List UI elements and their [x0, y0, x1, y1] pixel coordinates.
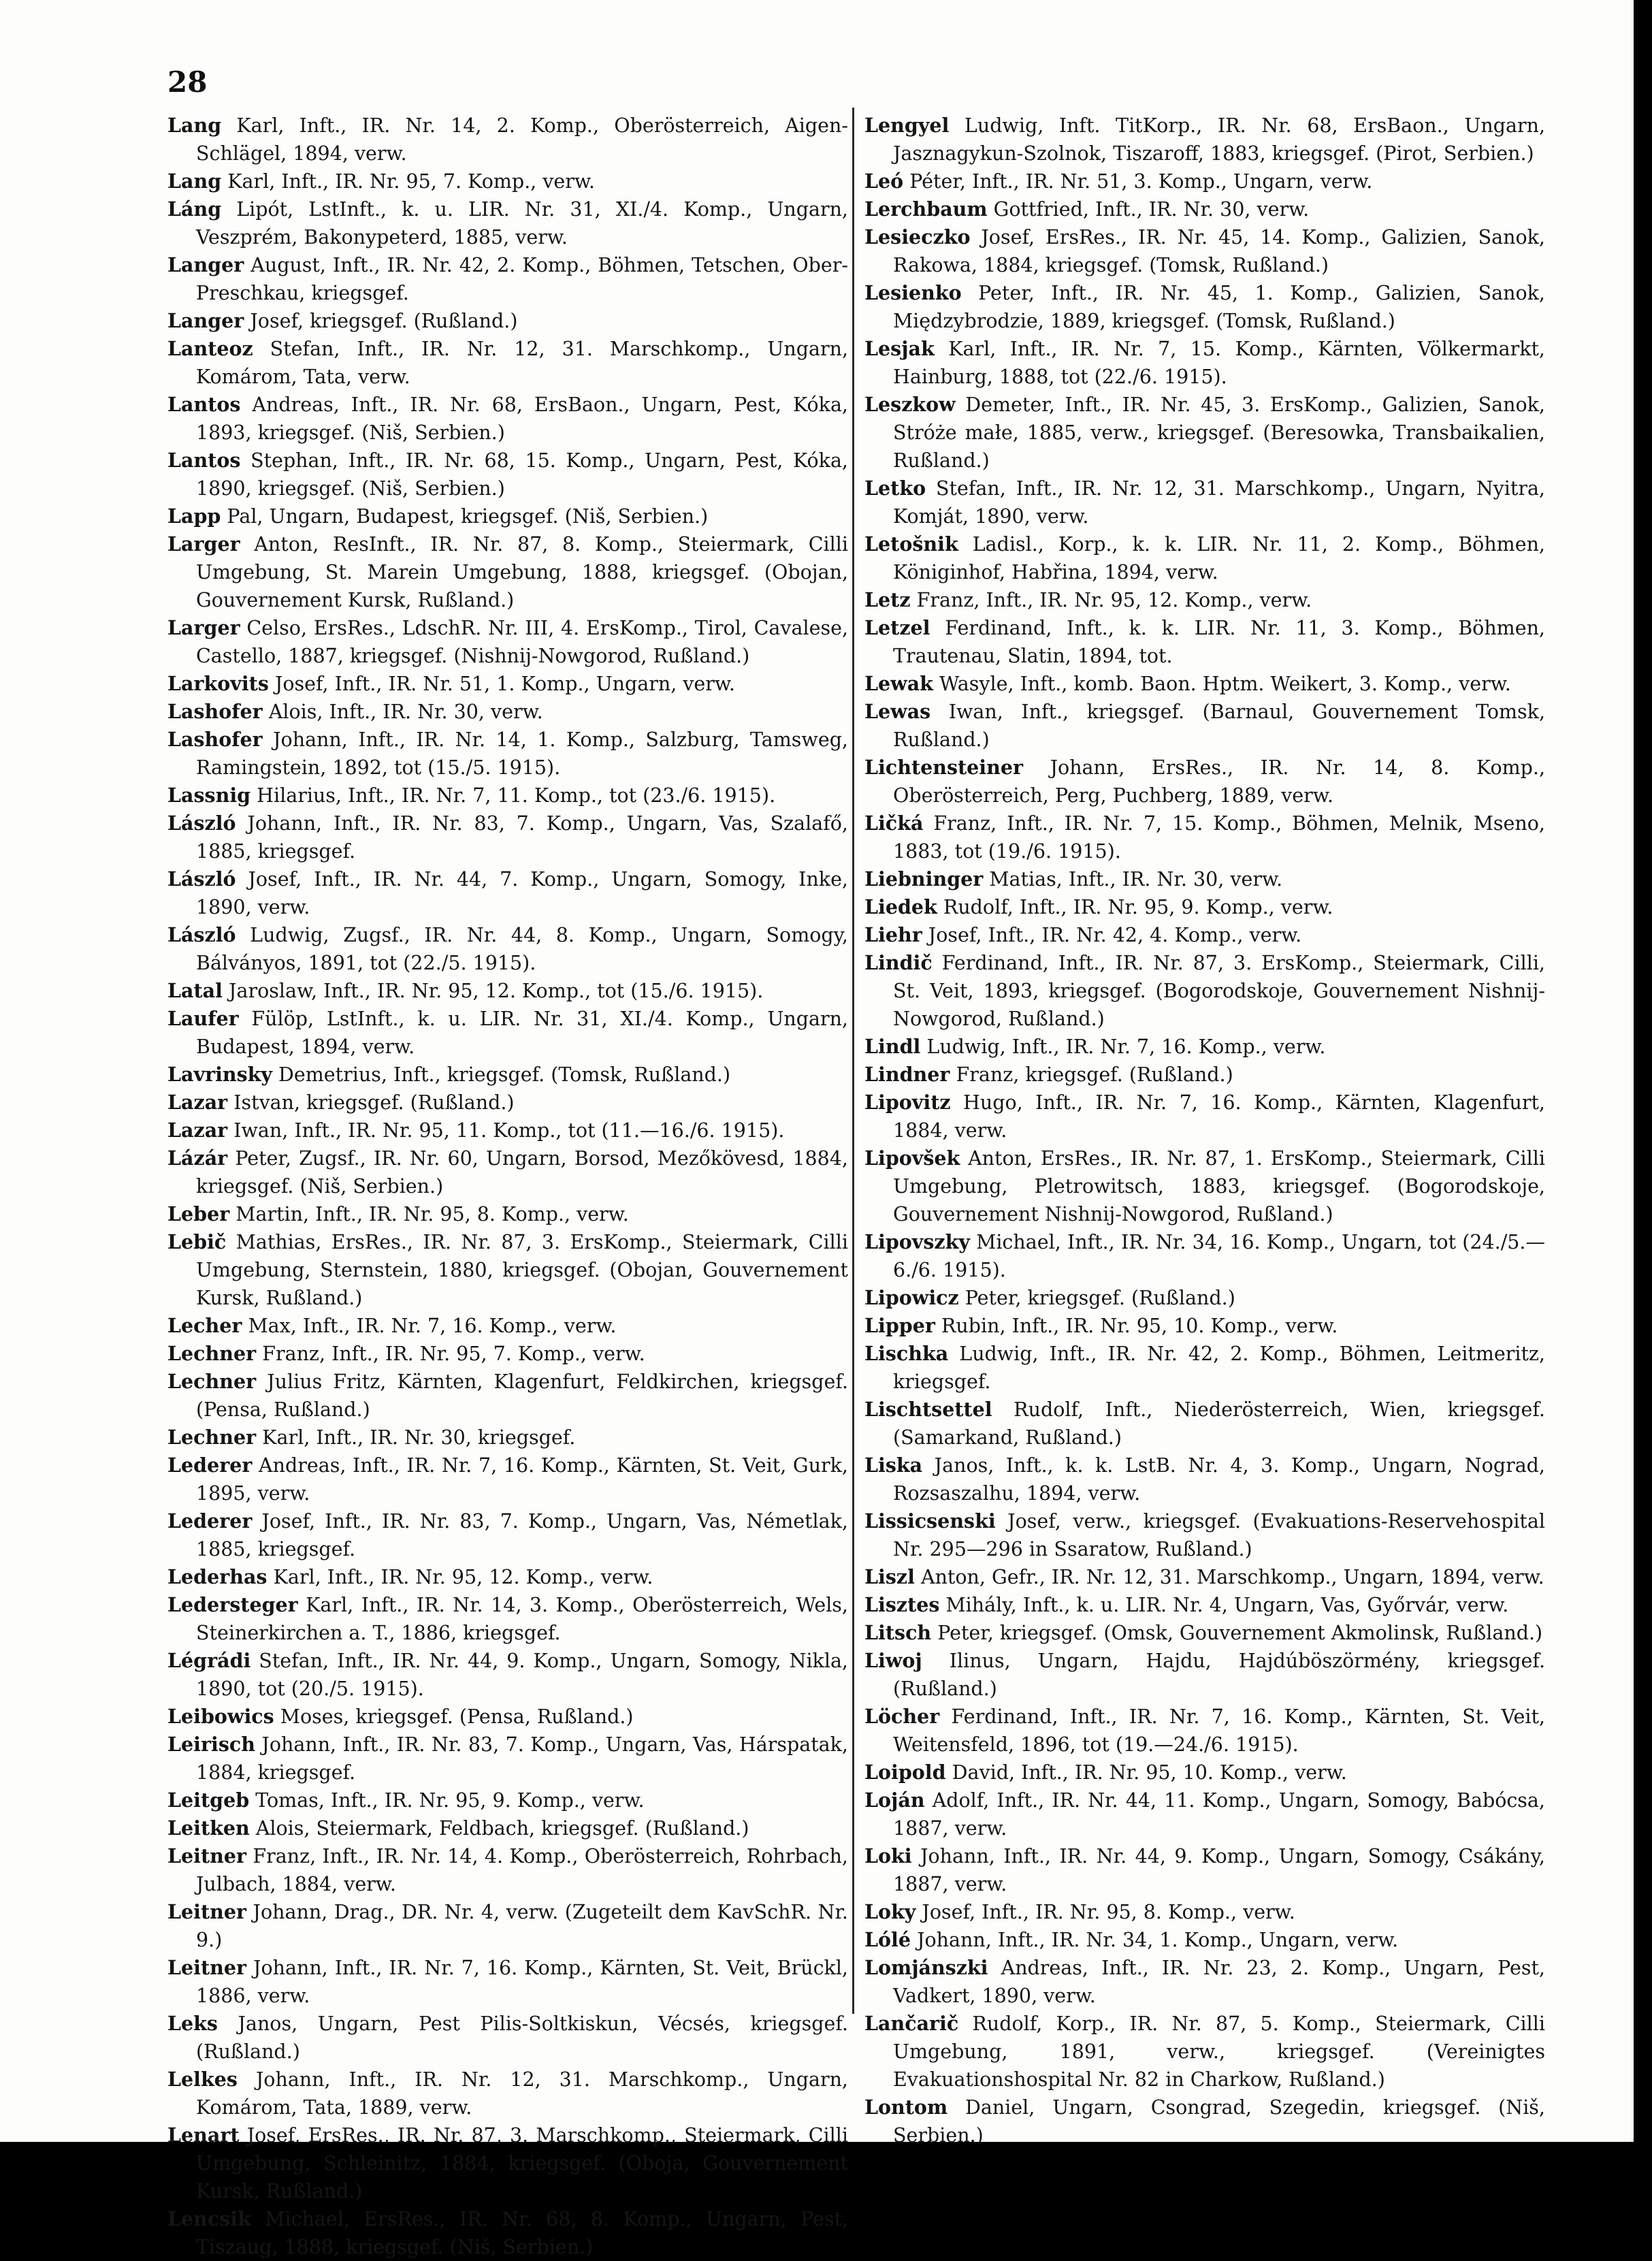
entry	[167, 447, 848, 502]
entry-surname: Lontom	[864, 2096, 948, 2119]
entry	[167, 2010, 848, 2066]
entry-surname: Larger	[167, 616, 240, 639]
entry-surname: Lázár	[167, 1146, 228, 1170]
entry-surname: Leszkow	[864, 393, 956, 416]
entry-surname: Leitner	[167, 1844, 247, 1867]
entry-surname: Loki	[864, 1844, 912, 1867]
entry-details: Josef, Inft., IR. Nr. 83, 7. Komp., Ungarn, Vas, Németlak, 1885, kriegsgef.	[196, 1510, 848, 1560]
entry	[167, 1814, 848, 1842]
entry-surname: Lantos	[167, 393, 241, 416]
entry-details: Johann, Inft., IR. Nr. 83, 7. Komp., Ungarn, Vas, Szalafő, 1885, kriegsgef.	[196, 812, 848, 863]
entry-surname: Lencsik	[167, 2207, 251, 2230]
entry	[167, 1312, 848, 1340]
entry	[864, 1619, 1545, 1647]
entry-details: August, Inft., IR. Nr. 42, 2. Komp., Böhmen, Tetschen, Ober-Preschkau, kriegsgef.	[196, 254, 848, 304]
entry	[167, 1424, 848, 1452]
entry-surname: Liszl	[864, 1565, 915, 1588]
entry	[167, 195, 848, 251]
entry-details: Johann, Drag., DR. Nr. 4, verw. (Zugeteilt dem KavSchR. Nr. 9.)	[196, 1901, 848, 1951]
entry-surname: Lipovitz	[864, 1091, 951, 1114]
entry-details: Istvan, kriegsgef. (Rußland.)	[227, 1091, 515, 1114]
entry-surname: Leber	[167, 1202, 230, 1225]
entry	[167, 1200, 848, 1228]
entry-surname: Lewak	[864, 672, 933, 695]
entry-details: Franz, Inft., IR. Nr. 95, 7. Komp., verw.	[256, 1343, 645, 1365]
entry-surname: Leitgeb	[167, 1789, 250, 1812]
entry	[864, 1563, 1545, 1591]
entry-surname: Lantos	[167, 449, 241, 472]
entry	[167, 1228, 848, 1312]
entry-details: Michael, Inft., IR. Nr. 34, 16. Komp., Ungarn, tot (24./5.—6./6. 1915).	[893, 1231, 1545, 1281]
entry	[864, 1033, 1545, 1061]
entry-details: Josef, Inft., IR. Nr. 44, 7. Komp., Ungarn, Somogy, Inke, 1890, verw.	[196, 868, 848, 918]
entry-surname: Lassnig	[167, 784, 251, 807]
entry	[167, 502, 848, 530]
entry	[167, 530, 848, 614]
entry-surname: Leirisch	[167, 1733, 255, 1756]
right-column	[864, 112, 1545, 2149]
entry-surname: Larger	[167, 532, 240, 556]
entry-details: Peter, kriegsgef. (Omsk, Gouvernement Akmolinsk, Rußland.)	[931, 1622, 1543, 1644]
entry-details: Stefan, Inft., IR. Nr. 44, 9. Komp., Ungarn, Somogy, Nikla, 1890, tot (20./5. 1915).	[196, 1650, 848, 1700]
entry-surname: Langer	[167, 309, 244, 332]
entry-details: Johann, Inft., IR. Nr. 83, 7. Komp., Ungarn, Vas, Hárspatak, 1884, kriegsgef.	[196, 1733, 848, 1784]
entry-details: Josef, Inft., IR. Nr. 42, 4. Komp., verw.	[922, 924, 1302, 946]
entry	[864, 112, 1545, 167]
entry	[864, 1926, 1545, 1954]
entry-surname: Lipper	[864, 1314, 935, 1337]
entry-surname: Letošnik	[864, 532, 958, 556]
entry	[167, 1144, 848, 1200]
entry	[864, 1089, 1545, 1144]
entry-details: Karl, Inft., IR. Nr. 7, 15. Komp., Kärnten, Völkermarkt, Hainburg, 1888, tot (22./6. 1915).	[893, 338, 1545, 388]
entry-surname: Lólé	[864, 1928, 911, 1951]
entry-details: Janos, Ungarn, Pest Pilis-Soltkiskun, Vécsés, kriegsgef. (Rußland.)	[196, 2013, 848, 2063]
entry-details: Andreas, Inft., IR. Nr. 7, 16. Komp., Kärnten, St. Veit, Gurk, 1895, verw.	[196, 1454, 848, 1505]
entry	[167, 1842, 848, 1898]
entry	[864, 1842, 1545, 1898]
entry-details: Peter, Inft., IR. Nr. 45, 1. Komp., Galizien, Sanok, Międzybrodzie, 1889, kriegsgef. (Tomsk, Rußland.)	[893, 282, 1545, 332]
entry-details: Jaroslaw, Inft., IR. Nr. 95, 12. Komp., tot (15./6. 1915).	[222, 980, 764, 1002]
entry	[864, 1312, 1545, 1340]
entry	[167, 1340, 848, 1368]
entry-surname: Lang	[167, 114, 222, 137]
entry-details: Wasyle, Inft., komb. Baon. Hptm. Weikert, 3. Komp., verw.	[933, 673, 1511, 695]
entry-details: Franz, Inft., IR. Nr. 95, 12. Komp., verw.	[910, 589, 1312, 611]
entry-details: Demetrius, Inft., kriegsgef. (Tomsk, Rußland.)	[272, 1063, 731, 1086]
entry-details: Ferdinand, Inft., IR. Nr. 87, 3. ErsKomp., Steiermark, Cilli, St. Veit, 1893, kriegsgef. (Bogorodskoje, Gouvernement Nishnij-Nowgorod, Rußland.)	[893, 952, 1545, 1030]
entry	[167, 2066, 848, 2121]
entry-surname: Lisztes	[864, 1593, 940, 1616]
entry-details: Ludwig, Inft., IR. Nr. 7, 16. Komp., verw.	[920, 1036, 1326, 1058]
entry	[167, 921, 848, 977]
entry-details: Péter, Inft., IR. Nr. 51, 3. Komp., Ungarn, verw.	[903, 170, 1373, 193]
entry-details: Ferdinand, Inft., IR. Nr. 7, 16. Komp., Kärnten, St. Veit, Weitensfeld, 1896, tot (19.—24./6. 1915).	[893, 1705, 1545, 1756]
entry	[167, 1898, 848, 1954]
entry	[167, 1005, 848, 1061]
entry	[864, 921, 1545, 949]
entry-details: Karl, Inft., IR. Nr. 14, 3. Komp., Oberösterreich, Wels, Steinerkirchen a. T., 1886, kriegsgef.	[196, 1594, 848, 1644]
entry-surname: Liwoj	[864, 1649, 922, 1672]
entry-surname: Lechner	[167, 1426, 257, 1449]
entry-surname: Lechner	[167, 1370, 257, 1393]
entry-details: Franz, Inft., IR. Nr. 14, 4. Komp., Oberösterreich, Rohrbach, Julbach, 1884, verw.	[196, 1845, 848, 1895]
entry	[167, 1452, 848, 1507]
entry-details: Hilarius, Inft., IR. Nr. 7, 11. Komp., tot (23./6. 1915).	[250, 784, 776, 807]
entry-surname: László	[167, 812, 236, 835]
entry-details: Tomas, Inft., IR. Nr. 95, 9. Komp., verw.	[249, 1789, 645, 1812]
left-column	[167, 112, 848, 2261]
entry-details: Janos, Inft., k. k. LstB. Nr. 4, 3. Komp., Ungarn, Nograd, Rozsaszalhu, 1894, verw.	[893, 1454, 1545, 1505]
entry-details: Demeter, Inft., IR. Nr. 45, 3. ErsKomp., Galizien, Sanok, Stróże małe, 1885, verw., kriegsgef. (Beresowka, Transbaikalien, Rußland.)	[893, 394, 1545, 472]
entry-surname: Lissicsenski	[864, 1509, 996, 1533]
entry	[167, 1591, 848, 1647]
entry-details: David, Inft., IR. Nr. 95, 10. Komp., verw.	[945, 1761, 1347, 1784]
entry-surname: Lashofer	[167, 700, 263, 723]
column-divider	[852, 108, 854, 2014]
entry	[864, 754, 1545, 809]
entry-details: Fülöp, LstInft., k. u. LIR. Nr. 31, XI./4. Komp., Ungarn, Budapest, 1894, verw.	[196, 1008, 848, 1058]
entry-surname: Lewas	[864, 700, 931, 723]
entry	[864, 2010, 1545, 2094]
entry	[864, 614, 1545, 670]
entry	[864, 865, 1545, 893]
entry-surname: Laufer	[167, 1007, 239, 1030]
entry-surname: Lashofer	[167, 728, 263, 751]
entry	[864, 1396, 1545, 1452]
entry-surname: Löcher	[864, 1705, 940, 1728]
entry-surname: Lipovszky	[864, 1230, 970, 1253]
entry-surname: Lapp	[167, 504, 221, 528]
entry	[864, 1954, 1545, 2010]
entry	[167, 1731, 848, 1786]
entry-details: Rubin, Inft., IR. Nr. 95, 10. Komp., verw.	[935, 1315, 1338, 1337]
entry	[864, 195, 1545, 223]
entry	[167, 1786, 848, 1814]
entry	[864, 1591, 1545, 1619]
entry-details: Ladisl., Korp., k. k. LIR. Nr. 11, 2. Komp., Böhmen, Königinhof, Habřina, 1894, verw.	[893, 533, 1545, 583]
entry-details: Moses, kriegsgef. (Pensa, Rußland.)	[274, 1705, 634, 1728]
entry	[167, 698, 848, 726]
entry-surname: Lenart	[167, 2123, 240, 2147]
entry-surname: Lederer	[167, 1509, 253, 1533]
entry-surname: Liehr	[864, 923, 922, 946]
entry	[167, 112, 848, 167]
entry-surname: Letzel	[864, 616, 930, 639]
entry	[167, 1507, 848, 1563]
entry-surname: Loján	[864, 1789, 925, 1812]
entry-surname: Lebič	[167, 1230, 227, 1253]
entry-details: Ferdinand, Inft., k. k. LIR. Nr. 11, 3. Komp., Böhmen, Trautenau, Slatin, 1894, tot.	[893, 617, 1545, 667]
entry	[167, 670, 848, 698]
entry-surname: Lecher	[167, 1314, 242, 1337]
entry-surname: Lerchbaum	[864, 197, 988, 221]
entry-details: Ludwig, Inft. TitKorp., IR. Nr. 68, ErsBaon., Ungarn, Jasznagykun-Szolnok, Tiszaroff, 1883, kriegsgef. (Pirot, Serbien.)	[893, 114, 1545, 165]
entry-details: Josef, ErsRes., IR. Nr. 45, 14. Komp., Galizien, Sanok, Rakowa, 1884, kriegsgef. (Tomsk, Rußland.)	[893, 226, 1545, 276]
entry-details: Iwan, Inft., IR. Nr. 95, 11. Komp., tot (11.—16./6. 1915).	[227, 1119, 785, 1142]
entry	[864, 1452, 1545, 1507]
entry-details: Johann, Inft., IR. Nr. 7, 16. Komp., Kärnten, St. Veit, Brückl, 1886, verw.	[196, 1957, 848, 2007]
entry-details: Andreas, Inft., IR. Nr. 68, ErsBaon., Ungarn, Pest, Kóka, 1893, kriegsgef. (Niš, Serbien.)	[196, 394, 848, 444]
entry-surname: Ledersteger	[167, 1593, 298, 1616]
entry-surname: Latal	[167, 979, 223, 1002]
entry-details: Rudolf, Inft., IR. Nr. 95, 9. Komp., verw.	[937, 896, 1333, 918]
entry-details: Karl, Inft., IR. Nr. 95, 7. Komp., verw.	[221, 170, 595, 193]
entry-surname: Liebninger	[864, 867, 984, 891]
entry	[167, 865, 848, 921]
entry-details: Julius Fritz, Kärnten, Klagenfurt, Feldkirchen, kriegsgef. (Pensa, Rußland.)	[196, 1370, 848, 1421]
entry-details: Franz, Inft., IR. Nr. 7, 15. Komp., Böhmen, Melnik, Mseno, 1883, tot (19./6. 1915).	[893, 812, 1545, 863]
entry-surname: Loipold	[864, 1761, 946, 1784]
entry-surname: Leitner	[167, 1900, 247, 1923]
entry-details: Martin, Inft., IR. Nr. 95, 8. Komp., verw.	[229, 1203, 629, 1225]
entry	[167, 391, 848, 447]
entry-surname: Lančarič	[864, 2012, 959, 2035]
entry	[864, 279, 1545, 335]
entry	[167, 809, 848, 865]
entry-details: Josef, ErsRes., IR. Nr. 87, 3. Marschkomp., Steiermark, Cilli Umgebung, Schleinitz, 1884, kriegsgef. (Oboja, Gouvernement Kursk, Rußland.)	[196, 2124, 848, 2202]
entry-details: Matias, Inft., IR. Nr. 30, verw.	[983, 868, 1283, 891]
entry-surname: Lindič	[864, 951, 933, 974]
entry-surname: László	[167, 923, 236, 946]
entry-details: Ludwig, Inft., IR. Nr. 42, 2. Komp., Böhmen, Leitmeritz, kriegsgef.	[893, 1343, 1545, 1393]
entry	[864, 1507, 1545, 1563]
entry-details: Lipót, LstInft., k. u. LIR. Nr. 31, XI./4. Komp., Ungarn, Veszprém, Bakonypeterd, 1885, verw.	[196, 198, 848, 248]
entry-details: Franz, kriegsgef. (Rußland.)	[950, 1063, 1233, 1086]
entry	[864, 2094, 1545, 2149]
entry-surname: Lindl	[864, 1035, 921, 1058]
entry-details: Anton, ErsRes., IR. Nr. 87, 1. ErsKomp., Steiermark, Cilli Umgebung, Pletrowitsch, 1883, kriegsgef. (Bogorodskoje, Gouvernement Nishnij-Nowgorod, Rußland.)	[893, 1147, 1545, 1225]
entry	[167, 335, 848, 391]
entry	[864, 391, 1545, 475]
entry-surname: Lederhas	[167, 1565, 268, 1588]
entry	[864, 1759, 1545, 1786]
entry	[167, 726, 848, 782]
entry	[167, 2205, 848, 2261]
entry-details: Karl, Inft., IR. Nr. 14, 2. Komp., Oberösterreich, Aigen-Schlägel, 1894, verw.	[196, 114, 848, 165]
entry-details: Peter, kriegsgef. (Rußland.)	[958, 1287, 1235, 1309]
entry	[864, 670, 1545, 698]
entry	[167, 1563, 848, 1591]
entry-details: Peter, Zugsf., IR. Nr. 60, Ungarn, Borsod, Mezőkövesd, 1884, kriegsgef. (Niš, Serbien.)	[196, 1147, 848, 1198]
entry	[864, 1340, 1545, 1396]
entry-surname: Lipowicz	[864, 1286, 959, 1309]
entry-surname: Leks	[167, 2012, 218, 2035]
entry-details: Stefan, Inft., IR. Nr. 12, 31. Marschkomp., Ungarn, Komárom, Tata, verw.	[196, 338, 848, 388]
entry	[864, 223, 1545, 279]
entry-details: Celso, ErsRes., LdschR. Nr. III, 4. ErsKomp., Tirol, Cavalese, Castello, 1887, kriegsgef. (Nishnij-Nowgorod, Rußland.)	[196, 617, 848, 667]
entry-surname: Litsch	[864, 1621, 932, 1644]
entry	[167, 977, 848, 1005]
entry	[167, 1061, 848, 1089]
entry	[864, 1647, 1545, 1703]
entry-surname: Leitner	[167, 1956, 247, 1979]
entry	[864, 698, 1545, 754]
entry-surname: Légrádi	[167, 1649, 251, 1672]
page-number: 28	[167, 65, 208, 99]
entry-surname: Larkovits	[167, 672, 269, 695]
entry-surname: Letko	[864, 477, 926, 500]
entry	[864, 586, 1545, 614]
entry	[167, 251, 848, 307]
entry-details: Michael, ErsRes., IR. Nr. 68, 8. Komp., Ungarn, Pest, Tiszaug, 1888, kriegsgef. (Niš, Serbien.)	[196, 2208, 848, 2258]
entry	[864, 1703, 1545, 1759]
entry-details: Johann, Inft., IR. Nr. 34, 1. Komp., Ungarn, verw.	[911, 1929, 1399, 1951]
entry-details: Johann, Inft., IR. Nr. 44, 9. Komp., Ungarn, Somogy, Csákány, 1887, verw.	[893, 1845, 1545, 1895]
entry-surname: Leitken	[167, 1816, 250, 1840]
entry	[864, 1144, 1545, 1228]
entry-surname: Lengyel	[864, 114, 950, 137]
entry-details: Adolf, Inft., IR. Nr. 44, 11. Komp., Ungarn, Somogy, Babócsa, 1887, verw.	[893, 1789, 1545, 1840]
entry-surname: Lechner	[167, 1342, 257, 1365]
entry	[864, 949, 1545, 1033]
entry-details: Mihály, Inft., k. u. LIR. Nr. 4, Ungarn, Vas, Győrvár, verw.	[939, 1594, 1509, 1616]
entry	[167, 1647, 848, 1703]
entry	[167, 1954, 848, 2010]
entry-surname: Lederer	[167, 1454, 253, 1477]
entry-surname: Lischka	[864, 1342, 949, 1365]
entry	[167, 2121, 848, 2205]
entry-surname: Leó	[864, 170, 904, 193]
entry-details: Rudolf, Inft., Niederösterreich, Wien, kriegsgef. (Samarkand, Rußland.)	[893, 1398, 1545, 1449]
entry	[864, 167, 1545, 195]
entry-surname: Lazar	[167, 1119, 228, 1142]
entry-details: Max, Inft., IR. Nr. 7, 16. Komp., verw.	[242, 1315, 617, 1337]
entry-details: Johann, ErsRes., IR. Nr. 14, 8. Komp., Oberösterreich, Perg, Puchberg, 1889, verw.	[893, 756, 1545, 807]
entry	[167, 1089, 848, 1117]
entry-surname: Liedek	[864, 895, 937, 918]
entry-details: Stephan, Inft., IR. Nr. 68, 15. Komp., Ungarn, Pest, Kóka, 1890, kriegsgef. (Niš, Serbien.)	[196, 449, 848, 500]
entry-surname: Lindner	[864, 1063, 950, 1086]
entry	[167, 1117, 848, 1144]
entry	[864, 1228, 1545, 1284]
entry-surname: Ličká	[864, 812, 924, 835]
entry-surname: Lelkes	[167, 2068, 238, 2091]
entry-details: Rudolf, Korp., IR. Nr. 87, 5. Komp., Steiermark, Cilli Umgebung, 1891, verw., kriegsgef. (Vereinigtes Evakuationshospital Nr. 82 in Charkow, Rußland.)	[893, 2013, 1545, 2091]
entry	[167, 1368, 848, 1424]
entry-surname: Liska	[864, 1454, 923, 1477]
entry-details: Karl, Inft., IR. Nr. 95, 12. Komp., verw.	[267, 1566, 653, 1588]
entry	[167, 167, 848, 195]
entry-details: Gottfried, Inft., IR. Nr. 30, verw.	[987, 198, 1310, 221]
entry-surname: Lang	[167, 170, 222, 193]
entry	[167, 307, 848, 335]
entry-details: Ilinus, Ungarn, Hajdu, Hajdúböszörmény, kriegsgef. (Rußland.)	[893, 1650, 1545, 1700]
entry-details: Josef, Inft., IR. Nr. 95, 8. Komp., verw.	[916, 1901, 1295, 1923]
entry-details: Iwan, Inft., kriegsgef. (Barnaul, Gouvernement Tomsk, Rußland.)	[893, 701, 1545, 751]
entry-surname: Lesjak	[864, 337, 935, 360]
entry	[864, 1786, 1545, 1842]
entry-details: Josef, Inft., IR. Nr. 51, 1. Komp., Ungarn, verw.	[268, 673, 735, 695]
entry-details: Johann, Inft., IR. Nr. 12, 31. Marschkomp., Ungarn, Komárom, Tata, 1889, verw.	[196, 2068, 848, 2119]
entry-details: Mathias, ErsRes., IR. Nr. 87, 3. ErsKomp., Steiermark, Cilli Umgebung, Sternstein, 1880, kriegsgef. (Obojan, Gouvernement Kursk, Rußland.)	[196, 1231, 848, 1309]
entry	[864, 1061, 1545, 1089]
entry	[864, 809, 1545, 865]
entry-details: Alois, Steiermark, Feldbach, kriegsgef. (Rußland.)	[249, 1817, 749, 1840]
entry-details: Alois, Inft., IR. Nr. 30, verw.	[262, 701, 543, 723]
entry	[167, 614, 848, 670]
entry-surname: Lichtensteiner	[864, 756, 1023, 779]
entry-surname: Loky	[864, 1900, 916, 1923]
entry	[167, 1703, 848, 1731]
entry-details: Karl, Inft., IR. Nr. 30, kriegsgef.	[256, 1426, 576, 1449]
entry	[864, 530, 1545, 586]
entry	[167, 782, 848, 809]
entry-details: Ludwig, Zugsf., IR. Nr. 44, 8. Komp., Ungarn, Somogy, Bálványos, 1891, tot (22./5. 1915).	[196, 924, 848, 974]
entry-surname: Lazar	[167, 1091, 228, 1114]
entry-details: Anton, ResInft., IR. Nr. 87, 8. Komp., Steiermark, Cilli Umgebung, St. Marein Umgebung, 1888, kriegsgef. (Obojan, Gouvernement Kursk, Rußland.)	[196, 533, 848, 611]
entry-surname: László	[167, 867, 236, 891]
entry-surname: Lesienko	[864, 281, 962, 304]
entry	[864, 475, 1545, 530]
entry-details: Josef, kriegsgef. (Rußland.)	[244, 310, 518, 332]
entry-details: Johann, Inft., IR. Nr. 14, 1. Komp., Salzburg, Tamsweg, Ramingstein, 1892, tot (15./5. 1915).	[196, 728, 848, 779]
entry-details: Anton, Gefr., IR. Nr. 12, 31. Marschkomp., Ungarn, 1894, verw.	[914, 1566, 1544, 1588]
entry-surname: Lipovšek	[864, 1146, 960, 1170]
entry-details: Andreas, Inft., IR. Nr. 23, 2. Komp., Ungarn, Pest, Vadkert, 1890, verw.	[893, 1957, 1545, 2007]
entry-surname: Letz	[864, 588, 911, 611]
entry	[864, 1284, 1545, 1312]
entry-details: Daniel, Ungarn, Csongrad, Szegedin, kriegsgef. (Niš, Serbien.)	[893, 2096, 1545, 2147]
entry-surname: Langer	[167, 253, 244, 276]
entry	[864, 335, 1545, 391]
entry-surname: Láng	[167, 197, 222, 221]
entry-details: Stefan, Inft., IR. Nr. 12, 31. Marschkomp., Ungarn, Nyitra, Komját, 1890, verw.	[893, 477, 1545, 528]
entry	[864, 893, 1545, 921]
entry-surname: Lavrinsky	[167, 1063, 272, 1086]
entry-surname: Lischtsettel	[864, 1398, 992, 1421]
entry-surname: Lesieczko	[864, 225, 971, 248]
entry-surname: Lomjánszki	[864, 1956, 988, 1979]
entry-surname: Lanteoz	[167, 337, 253, 360]
entry-details: Hugo, Inft., IR. Nr. 7, 16. Komp., Kärnten, Klagenfurt, 1884, verw.	[893, 1091, 1545, 1142]
entry	[864, 1898, 1545, 1926]
entry-details: Josef, verw., kriegsgef. (Evakuations-Reservehospital Nr. 295—296 in Ssaratow, Rußland.)	[893, 1510, 1545, 1560]
entry-surname: Leibowics	[167, 1705, 274, 1728]
entry-details: Pal, Ungarn, Budapest, kriegsgef. (Niš, Serbien.)	[221, 505, 709, 528]
